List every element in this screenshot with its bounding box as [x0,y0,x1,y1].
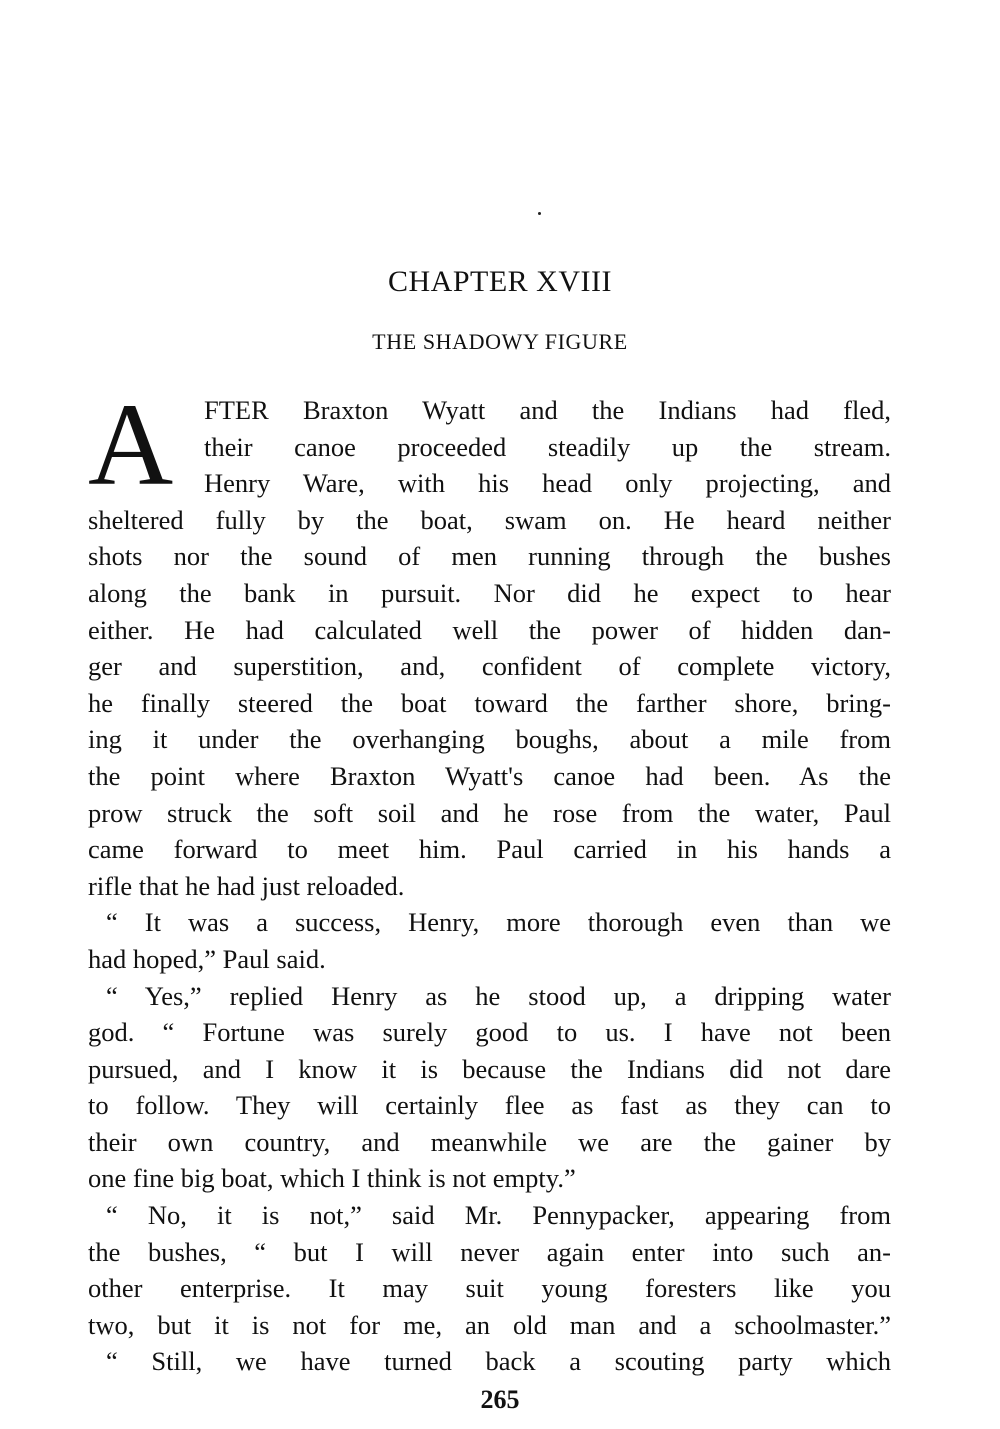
text-line: one fine big boat, which I think is not empty.” [88,1163,576,1194]
text-line: pursued, and I know it is because the Indians did not dare [88,1053,891,1084]
page-number: 265 [480,1385,520,1414]
text-line: he finally steered the boat toward the farther shore, bring- [88,687,891,718]
text-line: either. He had calculated well the power of hidden dan- [88,614,891,645]
text-line: two, but it is not for me, an old man and a schoolmaster.” [88,1309,891,1340]
text-line: sheltered fully by the boat, swam on. He heard neither [88,504,891,535]
text-line: other enterprise. It may suit young foresters like you [88,1273,891,1304]
chapter-title: THE SHADOWY FIGURE [372,329,628,354]
text-line: had hoped,” Paul said. [88,943,326,974]
text-line: “ No, it is not,” said Mr. Pennypacker, appearing from [106,1200,891,1231]
text-line: to follow. They will certainly flee as fast as they can to [88,1090,891,1121]
text-line: the bushes, “ but I will never again enter into such an- [88,1236,891,1267]
text-line: ger and superstition, and, confident of complete victory, [88,651,891,682]
ink-speck [538,212,541,215]
body-text [88,392,891,1380]
text-line: Henry Ware, with his head only projecting, and [204,468,891,499]
text-line: “ Still, we have turned back a scouting party which [106,1346,891,1377]
text-line: their own country, and meanwhile we are the gainer by [88,1126,891,1157]
drop-cap-letter: A [88,379,174,510]
text-line: ing it under the overhanging boughs, about a mile from [88,724,891,755]
text-line: FTER Braxton Wyatt and the Indians had fled, [204,395,891,425]
text-line: along the bank in pursuit. Nor did he expect to hear [88,577,891,608]
text-line: their canoe proceeded steadily up the stream. [204,431,891,462]
text-line: the point where Braxton Wyatt's canoe had been. As the [88,760,891,791]
chapter-heading: CHAPTER XVIII [388,265,612,298]
text-line: shots nor the sound of men running through the bushes [88,541,891,572]
text-line: came forward to meet him. Paul carried in his hands a [88,834,891,865]
text-line: “ Yes,” replied Henry as he stood up, a dripping water [106,980,891,1011]
text-line: god. “ Fortune was surely good to us. I have not been [88,1017,891,1048]
text-line: “ It was a success, Henry, more thorough even than we [106,907,891,938]
text-line: rifle that he had just reloaded. [88,870,405,901]
text-line: prow struck the soft soil and he rose from the water, Paul [88,797,891,828]
